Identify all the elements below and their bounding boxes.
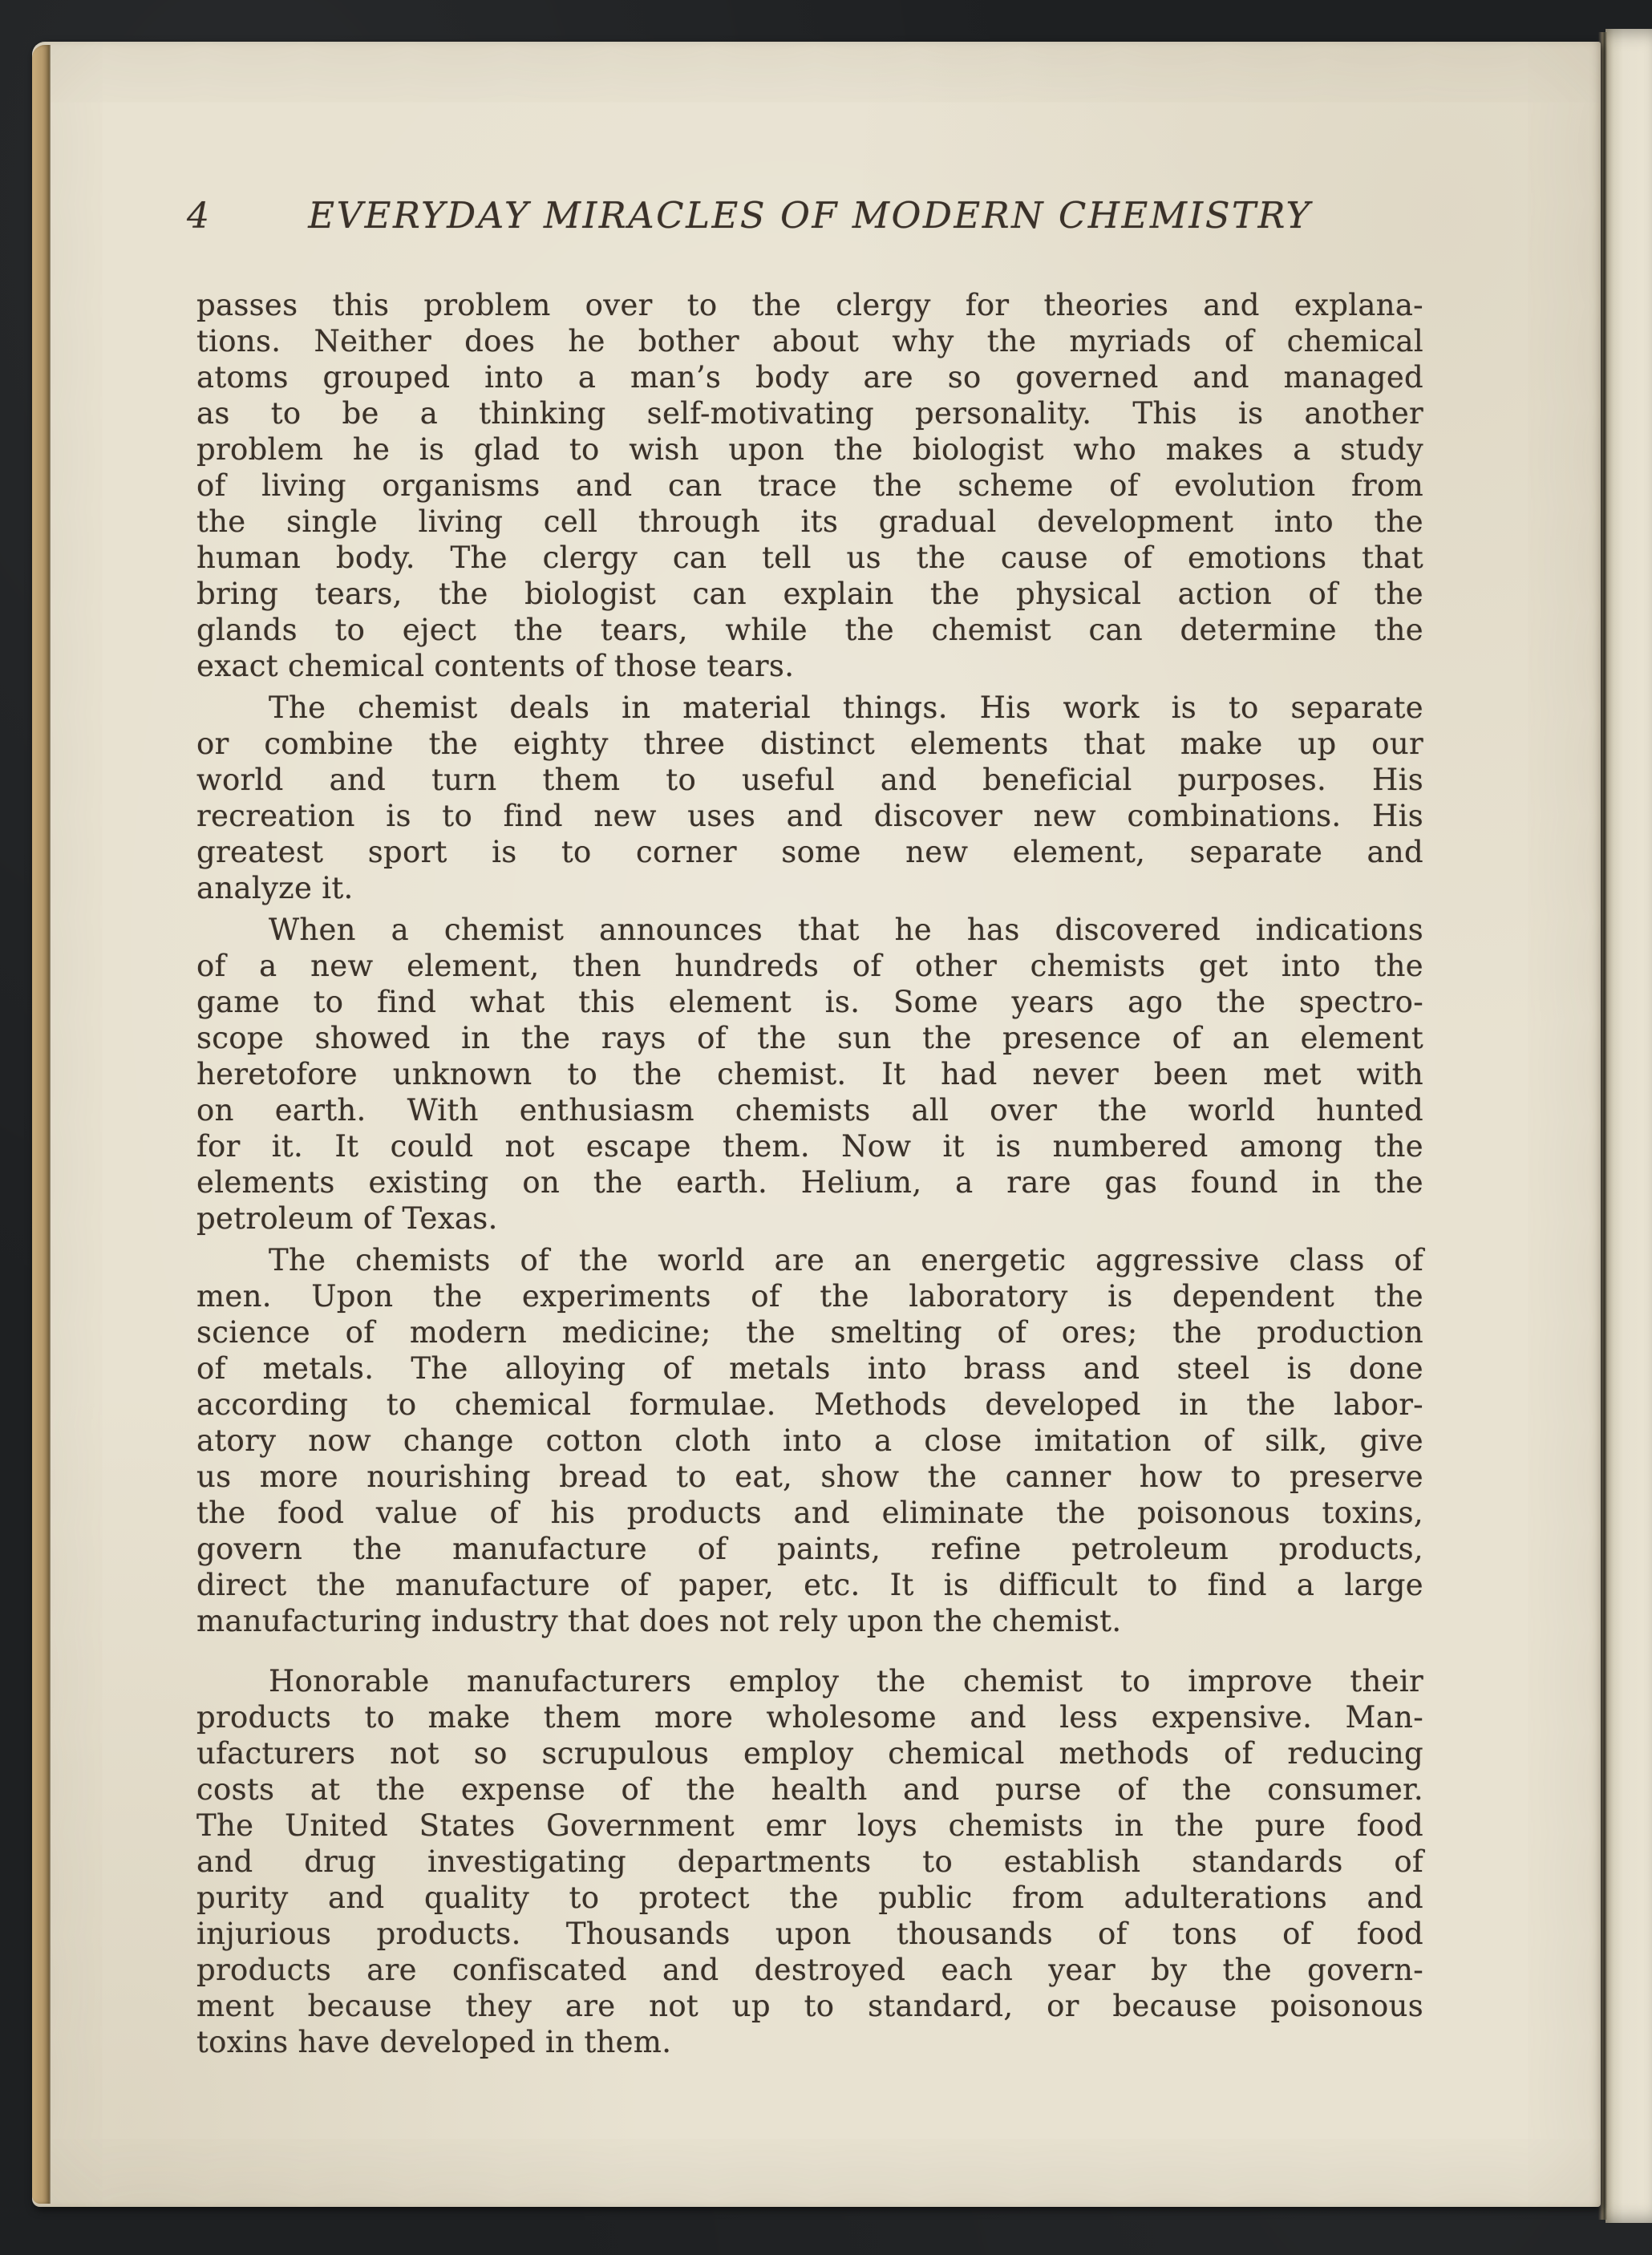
text-line: game to find what this element is. Some years ago the spectro-: [196, 985, 1423, 1019]
text-line: world and turn them to useful and beneficial purposes. His: [196, 763, 1423, 797]
text-line: of a new element, then hundreds of other chemists get into the: [196, 949, 1423, 983]
text-line: for it. It could not escape them. Now it is numbered among the: [196, 1129, 1423, 1164]
text-line: The United States Government emr loys chemists in the pure food: [196, 1808, 1423, 1843]
paragraph: [196, 690, 1423, 906]
text-line: The chemists of the world are an energetic aggressive class of: [269, 1243, 1423, 1277]
text-line: petroleum of Texas.: [196, 1201, 498, 1236]
text-line: manufacturing industry that does not rely upon the chemist.: [196, 1604, 1122, 1638]
text-line: The chemist deals in material things. His work is to separate: [269, 690, 1423, 725]
text-line: direct the manufacture of paper, etc. It is difficult to find a large: [196, 1568, 1423, 1602]
paragraph: [196, 912, 1423, 1237]
text-line: products are confiscated and destroyed each year by the govern-: [196, 1953, 1423, 1987]
text-line: toxins have developed in them.: [196, 2025, 672, 2059]
text-line: exact chemical contents of those tears.: [196, 649, 795, 683]
text-line: analyze it.: [196, 871, 354, 905]
text-line: glands to eject the tears, while the chemist can determine the: [196, 613, 1423, 647]
text-line: greatest sport is to corner some new element, separate and: [196, 835, 1423, 869]
text-line: and drug investigating departments to establish standards of: [196, 1844, 1423, 1879]
paragraph: [196, 287, 1423, 684]
text-line: human body. The clergy can tell us the cause of emotions that: [196, 540, 1423, 575]
text-line: recreation is to find new uses and discover new combinations. His: [196, 799, 1423, 833]
text-line: the single living cell through its gradual development into the: [196, 504, 1423, 539]
text-line: injurious products. Thousands upon thousands of tons of food: [196, 1917, 1423, 1951]
text-line: us more nourishing bread to eat, show the canner how to preserve: [196, 1459, 1423, 1494]
text-line: govern the manufacture of paints, refine petroleum products,: [196, 1532, 1423, 1566]
text-line: problem he is glad to wish upon the biologist who makes a study: [196, 432, 1423, 467]
text-line: ment because they are not up to standard, or because poisonous: [196, 1989, 1423, 2023]
adjacent-page-edge: [1605, 29, 1652, 2223]
text-line: ufacturers not so scrupulous employ chemical methods of reducing: [196, 1736, 1423, 1771]
text-line: the food value of his products and eliminate the poisonous toxins,: [196, 1496, 1423, 1530]
text-line: men. Upon the experiments of the laboratory is dependent the: [196, 1279, 1423, 1314]
text-line: costs at the expense of the health and purse of the consumer.: [196, 1772, 1423, 1807]
text-line: science of modern medicine; the smelting of ores; the production: [196, 1315, 1423, 1350]
text-line: Honorable manufacturers employ the chemist to improve their: [269, 1664, 1423, 1698]
text-line: heretofore unknown to the chemist. It had never been met with: [196, 1057, 1423, 1091]
paragraph: [196, 1242, 1423, 1639]
text-line: of metals. The alloying of metals into brass and steel is done: [196, 1351, 1423, 1386]
text-line: products to make them more wholesome and less expensive. Man-: [196, 1700, 1423, 1735]
text-line: of living organisms and can trace the scheme of evolution from: [196, 468, 1423, 503]
text-line: purity and quality to protect the public from adulterations and: [196, 1881, 1423, 1915]
text-line: scope showed in the rays of the sun the presence of an element: [196, 1021, 1423, 1055]
text-line: When a chemist announces that he has discovered indications: [269, 913, 1423, 947]
text-line: as to be a thinking self-motivating personality. This is another: [196, 396, 1423, 431]
text-line: on earth. With enthusiasm chemists all over the world hunted: [196, 1093, 1423, 1128]
page-header: [187, 191, 1423, 241]
text-line: or combine the eighty three distinct elements that make up our: [196, 727, 1423, 761]
text-line: passes this problem over to the clergy for theories and explana-: [196, 288, 1423, 322]
paragraph: [196, 1663, 1423, 2060]
text-line: atory now change cotton cloth into a close imitation of silk, give: [196, 1423, 1423, 1458]
text-block: [196, 287, 1423, 2066]
text-line: according to chemical formulae. Methods developed in the labor-: [196, 1387, 1423, 1422]
text-line: bring tears, the biologist can explain the physical action of the: [196, 577, 1423, 611]
page-edge-left: [32, 45, 51, 2204]
running-title: EVERYDAY MIRACLES OF MODERN CHEMISTRY: [308, 194, 1312, 237]
text-line: elements existing on the earth. Helium, a rare gas found in the: [196, 1165, 1423, 1200]
book-page: [32, 42, 1601, 2207]
text-line: tions. Neither does he bother about why the myriads of chemical: [196, 324, 1423, 358]
text-line: atoms grouped into a man’s body are so governed and managed: [196, 360, 1423, 395]
page-number: 4: [187, 196, 209, 237]
